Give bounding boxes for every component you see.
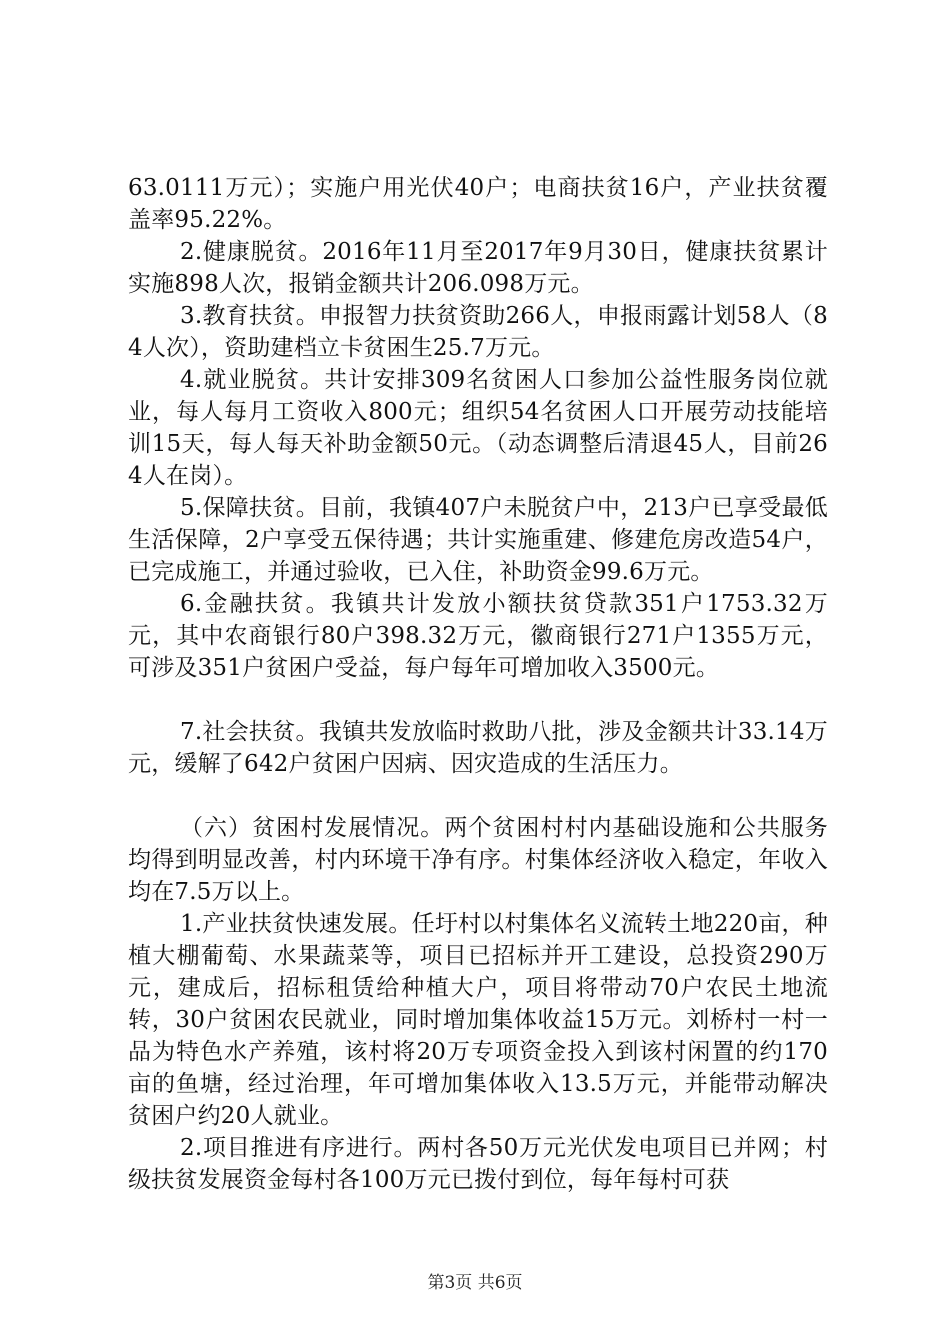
paragraph-industry-growth: 1.产业扶贫快速发展。任圩村以村集体名义流转土地220亩，种植大棚葡萄、水果蔬菜等，项目已招标并开工建设，总投资290万元，建成后，招标租赁给种植大户，项目将带动70户农民土地流转，30户贫困农民就业，同时增加集体收益15万元。刘桥村一村一品为特色水产养殖，该村将20万专项资金投入到该村闲置的约170亩的鱼塘，经过治理，年可增加集体收入13.5万元，并能带动解决贫困户约20人就业。 (128, 911, 828, 1129)
paragraph-social: 7.社会扶贫。我镇共发放临时救助八批，涉及金额共计33.14万元，缓解了642户贫困户因病、因灾造成的生活压力。 (128, 719, 828, 777)
document-body (128, 172, 828, 1196)
paragraph-industry-continued: 63.0111万元）；实施户用光伏40户；电商扶贫16户，产业扶贫覆盖率95.22%。 (128, 175, 828, 233)
paragraph-health: 2.健康脱贫。2016年11月至2017年9月30日，健康扶贫累计实施898人次，报销金额共计206.098万元。 (128, 239, 828, 297)
paragraph-employment: 4.就业脱贫。共计安排309名贫困人口参加公益性服务岗位就业，每人每月工资收入800元；组织54名贫困人口开展劳动技能培训15天，每人每天补助金额50元。（动态调整后清退45人，目前264人在岗）。 (128, 367, 828, 489)
paragraph-project-progress: 2.项目推进有序进行。两村各50万元光伏发电项目已并网；村级扶贫发展资金每村各100万元已拨付到位，每年每村可获 (128, 1135, 828, 1193)
page-number-footer: 第3页 共6页 (427, 1273, 523, 1293)
paragraph-security: 5.保障扶贫。目前，我镇407户未脱贫户中，213户已享受最低生活保障，2户享受五保待遇；共计实施重建、修建危房改造54户，已完成施工，并通过验收，已入住，补助资金99.6万元。 (128, 495, 828, 585)
paragraph-education: 3.教育扶贫。申报智力扶贫资助266人，申报雨露计划58人（84人次），资助建档立卡贫困生25.7万元。 (128, 303, 828, 361)
paragraph-finance: 6.金融扶贫。我镇共计发放小额扶贫贷款351户1753.32万元，其中农商银行80户398.32万元，徽商银行271户1355万元，可涉及351户贫困户受益，每户每年可增加收入3500元。 (128, 591, 828, 681)
paragraph-village-development: （六）贫困村发展情况。两个贫困村村内基础设施和公共服务均得到明显改善，村内环境干净有序。村集体经济收入稳定，年收入均在7.5万以上。 (128, 815, 828, 905)
